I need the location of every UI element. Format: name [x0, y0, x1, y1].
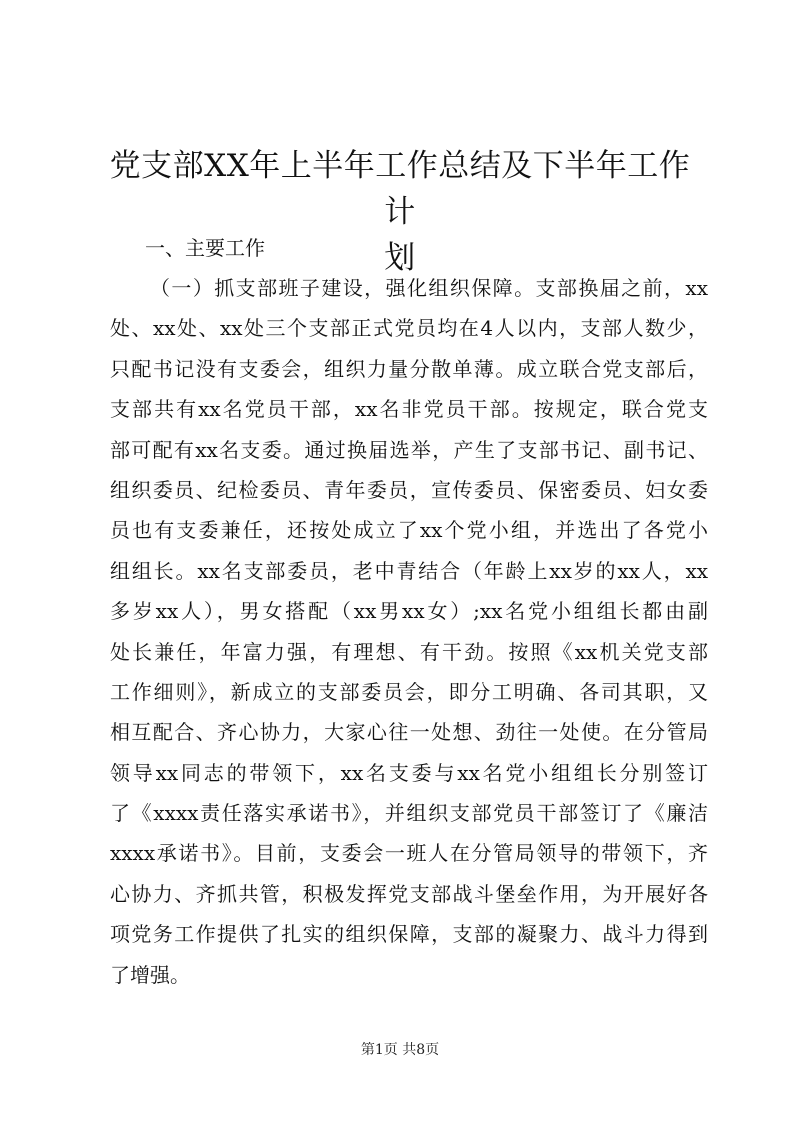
paragraph-line: 员也有支委兼任，还按处成立了xx个党小组，并选出了各党小	[110, 518, 708, 543]
section-heading: 一、主要工作	[145, 236, 265, 260]
title-line-1: 党支部XX年上半年工作总结及下半年工作计	[109, 148, 691, 230]
paragraph-line: 处长兼任，年富力强，有理想、有干劲。按照《xx机关党支部	[110, 639, 708, 664]
paragraph-line: 相互配合、齐心协力，大家心往一处想、劲往一处使。在分管局	[110, 720, 708, 745]
paragraph-line: 支部共有xx名党员干部，xx名非党员干部。按规定，联合党支	[110, 397, 708, 422]
page-footer: 第1页 共8页	[360, 1042, 440, 1058]
paragraph-line: 部可配有xx名支委。通过换届选举，产生了支部书记、副书记、	[110, 437, 708, 462]
paragraph-line: 心协力、齐抓共管，积极发挥党支部战斗堡垒作用，为开展好各	[110, 881, 708, 906]
body-paragraph	[110, 268, 708, 995]
paragraph-line: 了《xxxx责任落实承诺书》，并组织支部党员干部签订了《廉洁	[110, 801, 708, 826]
paragraph-line: 项党务工作提供了扎实的组织保障，支部的凝聚力、战斗力得到	[110, 922, 708, 947]
paragraph-line: xxxx承诺书》。目前，支委会一班人在分管局领导的带领下，齐	[110, 841, 708, 866]
paragraph-line: 组织委员、纪检委员、青年委员，宣传委员、保密委员、妇女委	[110, 477, 708, 502]
paragraph-line: 了增强。	[110, 962, 190, 987]
paragraph-line: 多岁xx人），男女搭配（xx男xx女）;xx名党小组组长都由副	[110, 599, 708, 624]
paragraph-line: 只配书记没有支委会，组织力量分散单薄。成立联合党支部后，	[110, 356, 708, 381]
paragraph-line: 工作细则》，新成立的支部委员会，即分工明确、各司其职，又	[110, 679, 708, 704]
paragraph-line: 处、xx处、xx处三个支部正式党员均在4人以内，支部人数少，	[110, 316, 708, 341]
paragraph-line: （一）抓支部班子建设，强化组织保障。支部换届之前，xx	[150, 276, 708, 300]
title-line-2: 划	[384, 240, 416, 276]
paragraph-line: 领导xx同志的带领下，xx名支委与xx名党小组组长分别签订	[110, 760, 708, 785]
paragraph-line: 组组长。xx名支部委员，老中青结合（年龄上xx岁的xx人，xx	[110, 558, 708, 583]
